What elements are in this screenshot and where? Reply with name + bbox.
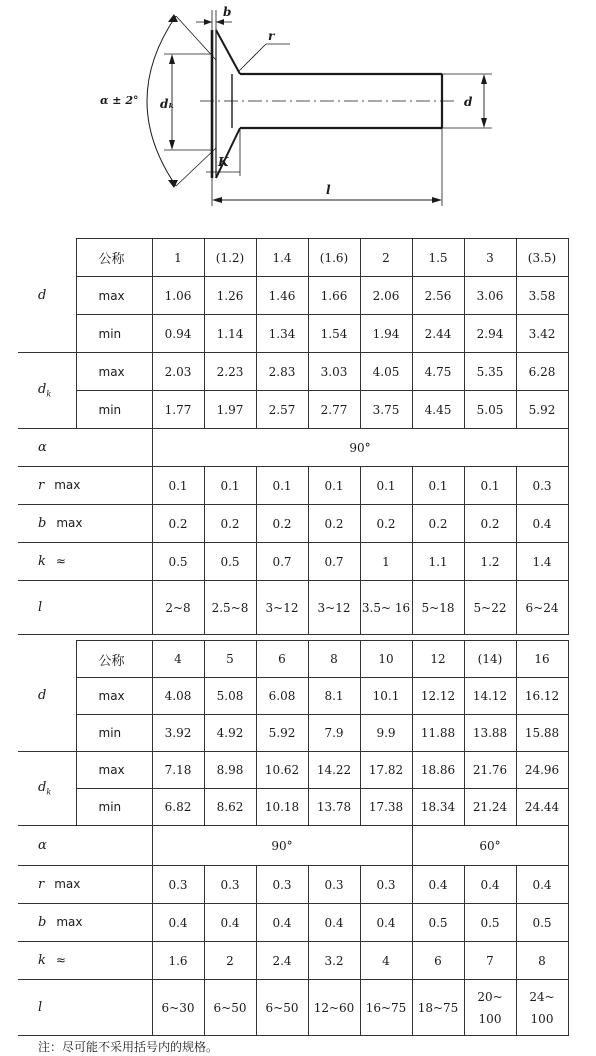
- r-max-value: 0.3: [256, 866, 308, 904]
- k-symbol: k: [38, 554, 46, 569]
- table-row: [18, 467, 568, 505]
- d-min-value: 9.9: [360, 715, 412, 752]
- b-max-value: 0.2: [204, 505, 256, 543]
- nominal-label: 公称: [76, 641, 152, 678]
- tolerance-label: min: [76, 789, 152, 826]
- d-max-value: 8.1: [308, 678, 360, 715]
- dk-max-value: 14.22: [308, 752, 360, 789]
- dk-min-value: 5.05: [464, 391, 516, 429]
- b-max-value: 0.4: [152, 904, 204, 942]
- dk-min-value: 4.45: [412, 391, 464, 429]
- spec-table-2: [18, 640, 569, 1036]
- r-max-value: 0.1: [360, 467, 412, 505]
- r-max-value: 0.1: [152, 467, 204, 505]
- table-row: [18, 277, 568, 315]
- k-value: 0.5: [152, 543, 204, 581]
- k-value: 7: [464, 942, 516, 980]
- dk-min-value: 21.24: [464, 789, 516, 826]
- dk-max-value: 5.35: [464, 353, 516, 391]
- r-max-qualifier: max: [54, 478, 81, 492]
- dk-row-label: [18, 353, 76, 429]
- r-max-value: 0.4: [412, 866, 464, 904]
- k-value: 1.6: [152, 942, 204, 980]
- dk-max-value: 17.82: [360, 752, 412, 789]
- alpha-label: α ± 2°: [100, 94, 139, 107]
- l-value: 12~60: [308, 980, 360, 1036]
- k-symbol: k: [38, 953, 46, 968]
- b-max-value: 0.5: [412, 904, 464, 942]
- d-row-label: d: [18, 239, 76, 353]
- d-max-value: 2.56: [412, 277, 464, 315]
- rivet-drawing: [0, 0, 596, 226]
- d-min-value: 4.92: [204, 715, 256, 752]
- table-row: [18, 391, 568, 429]
- k-value: 8: [516, 942, 568, 980]
- l-value: 18~75: [412, 980, 464, 1036]
- l-value: 5~18: [412, 581, 464, 635]
- nominal-value: 6: [256, 641, 308, 678]
- table-row: [18, 641, 568, 678]
- nominal-value: (1.6): [308, 239, 360, 277]
- nominal-value: 10: [360, 641, 412, 678]
- nominal-value: 1.4: [256, 239, 308, 277]
- tolerance-label: max: [76, 752, 152, 789]
- dk-symbol: d: [38, 780, 47, 796]
- table-row: [18, 239, 568, 277]
- d-min-value: 13.88: [464, 715, 516, 752]
- table-row: [18, 429, 568, 467]
- k-label: K: [218, 155, 229, 169]
- b-max-qualifier: max: [56, 915, 83, 929]
- d-min-value: 1.34: [256, 315, 308, 353]
- nominal-value: (3.5): [516, 239, 568, 277]
- d-min-value: 5.92: [256, 715, 308, 752]
- l-value: 24~ 100: [516, 980, 568, 1036]
- k-value: 1: [360, 543, 412, 581]
- d-max-value: 1.46: [256, 277, 308, 315]
- alpha-row-label: α: [18, 826, 152, 866]
- l-value: 3~12: [256, 581, 308, 635]
- r-max-symbol: r: [38, 478, 45, 493]
- dk-max-value: 2.83: [256, 353, 308, 391]
- alpha-value: 90°: [152, 429, 568, 467]
- k-value: 2.4: [256, 942, 308, 980]
- dk-max-value: 8.98: [204, 752, 256, 789]
- k-value: 0.5: [204, 543, 256, 581]
- d-max-value: 14.12: [464, 678, 516, 715]
- table-row: [18, 581, 568, 635]
- r-max-value: 0.4: [464, 866, 516, 904]
- b-max-qualifier: max: [56, 516, 83, 530]
- table-row: [18, 752, 568, 789]
- dk-row-label: [18, 752, 76, 826]
- dk-min-value: 10.18: [256, 789, 308, 826]
- tolerance-label: max: [76, 353, 152, 391]
- k-qualifier: ≈: [55, 953, 66, 967]
- d-min-value: 7.9: [308, 715, 360, 752]
- k-value: 1.2: [464, 543, 516, 581]
- r-max-value: 0.1: [412, 467, 464, 505]
- d-max-value: 1.06: [152, 277, 204, 315]
- k-row-label: [18, 942, 152, 980]
- d-max-value: 12.12: [412, 678, 464, 715]
- tolerance-label: min: [76, 391, 152, 429]
- b-max-value: 0.4: [256, 904, 308, 942]
- r-max-value: 0.3: [360, 866, 412, 904]
- k-value: 4: [360, 942, 412, 980]
- b-max-value: 0.4: [516, 505, 568, 543]
- nominal-value: 4: [152, 641, 204, 678]
- b-max-value: 0.4: [204, 904, 256, 942]
- dk-max-value: 2.03: [152, 353, 204, 391]
- spec-table-1: [18, 238, 569, 635]
- dk-min-value: 6.82: [152, 789, 204, 826]
- b-max-value: 0.4: [360, 904, 412, 942]
- dk-subscript: k: [46, 389, 52, 399]
- d-min-value: 2.94: [464, 315, 516, 353]
- table-row: [18, 826, 568, 866]
- l-label: l: [326, 183, 331, 197]
- d-max-value: 16.12: [516, 678, 568, 715]
- r-max-value: 0.3: [308, 866, 360, 904]
- nominal-value: 1.5: [412, 239, 464, 277]
- k-value: 2: [204, 942, 256, 980]
- alpha-value: 60°: [412, 826, 568, 866]
- k-value: 0.7: [308, 543, 360, 581]
- r-max-value: 0.3: [516, 467, 568, 505]
- dk-subscript: k: [46, 787, 52, 797]
- table-row: [18, 543, 568, 581]
- l-row-label: [18, 980, 152, 1036]
- d-min-value: 1.54: [308, 315, 360, 353]
- r-max-row-label: [18, 467, 152, 505]
- d-max-value: 2.06: [360, 277, 412, 315]
- l-value: 6~50: [256, 980, 308, 1036]
- table-row: [18, 904, 568, 942]
- b-max-row-label: [18, 505, 152, 543]
- b-max-value: 0.2: [308, 505, 360, 543]
- nominal-value: (1.2): [204, 239, 256, 277]
- d-max-value: 3.06: [464, 277, 516, 315]
- d-min-value: 3.42: [516, 315, 568, 353]
- dk-max-value: 21.76: [464, 752, 516, 789]
- d-min-value: 1.94: [360, 315, 412, 353]
- alpha-value: 90°: [152, 826, 412, 866]
- d-min-value: 15.88: [516, 715, 568, 752]
- k-qualifier: ≈: [55, 554, 66, 568]
- nominal-value: 16: [516, 641, 568, 678]
- r-max-value: 0.1: [256, 467, 308, 505]
- b-max-value: 0.2: [152, 505, 204, 543]
- b-max-row-label: [18, 904, 152, 942]
- r-max-value: 0.1: [204, 467, 256, 505]
- nominal-value: 5: [204, 641, 256, 678]
- k-value: 0.7: [256, 543, 308, 581]
- nominal-value: 12: [412, 641, 464, 678]
- l-value: 2.5~8: [204, 581, 256, 635]
- table-row: [18, 678, 568, 715]
- d-max-value: 5.08: [204, 678, 256, 715]
- k-row-label: [18, 543, 152, 581]
- dk-min-value: 1.77: [152, 391, 204, 429]
- l-value: 3.5~ 16: [360, 581, 412, 635]
- table-row: [18, 789, 568, 826]
- d-row-label: d: [18, 641, 76, 752]
- alpha-row-label: α: [18, 429, 152, 467]
- d-min-value: 0.94: [152, 315, 204, 353]
- table-row: [18, 942, 568, 980]
- table-row: [18, 353, 568, 391]
- d-min-value: 1.14: [204, 315, 256, 353]
- d-min-value: 2.44: [412, 315, 464, 353]
- tolerance-label: min: [76, 315, 152, 353]
- dk-min-value: 8.62: [204, 789, 256, 826]
- l-value: 16~75: [360, 980, 412, 1036]
- dk-min-value: 17.38: [360, 789, 412, 826]
- dk-min-value: 1.97: [204, 391, 256, 429]
- nominal-value: (14): [464, 641, 516, 678]
- d-max-value: 3.58: [516, 277, 568, 315]
- table-row: [18, 505, 568, 543]
- k-value: 1.4: [516, 543, 568, 581]
- dk-max-value: 18.86: [412, 752, 464, 789]
- table2-body: [18, 641, 568, 1036]
- b-max-value: 0.5: [464, 904, 516, 942]
- dk-max-value: 24.96: [516, 752, 568, 789]
- k-value: 6: [412, 942, 464, 980]
- nominal-value: 1: [152, 239, 204, 277]
- dk-min-value: 13.78: [308, 789, 360, 826]
- b-max-value: 0.2: [256, 505, 308, 543]
- l-value: 5~22: [464, 581, 516, 635]
- nominal-value: 8: [308, 641, 360, 678]
- d-max-value: 6.08: [256, 678, 308, 715]
- l-value: 2~8: [152, 581, 204, 635]
- dk-max-value: 4.75: [412, 353, 464, 391]
- dk-min-value: 3.75: [360, 391, 412, 429]
- r-max-value: 0.3: [204, 866, 256, 904]
- nominal-value: 3: [464, 239, 516, 277]
- d-max-value: 1.66: [308, 277, 360, 315]
- l-value: 3~12: [308, 581, 360, 635]
- table-row: [18, 715, 568, 752]
- table-row: [18, 980, 568, 1036]
- table-row: [18, 866, 568, 904]
- dk-max-value: 7.18: [152, 752, 204, 789]
- tolerance-label: max: [76, 678, 152, 715]
- countersunk-rivet-diagram: [0, 0, 596, 226]
- dk-max-value: 6.28: [516, 353, 568, 391]
- r-max-qualifier: max: [54, 877, 81, 891]
- tolerance-label: max: [76, 277, 152, 315]
- b-max-value: 0.2: [360, 505, 412, 543]
- l-value: 6~24: [516, 581, 568, 635]
- b-label: b: [223, 5, 232, 19]
- d-min-value: 11.88: [412, 715, 464, 752]
- dk-max-value: 4.05: [360, 353, 412, 391]
- r-max-value: 0.3: [152, 866, 204, 904]
- l-symbol: l: [38, 600, 43, 615]
- b-max-value: 0.4: [308, 904, 360, 942]
- dk-max-value: 3.03: [308, 353, 360, 391]
- table-row: [18, 315, 568, 353]
- dk-min-value: 24.44: [516, 789, 568, 826]
- dk-min-value: 2.57: [256, 391, 308, 429]
- l-symbol: l: [38, 1000, 43, 1015]
- dk-min-value: 2.77: [308, 391, 360, 429]
- footnote: 注：尽可能不采用括号内的规格。: [38, 1040, 219, 1054]
- l-value: 6~30: [152, 980, 204, 1036]
- k-value: 1.1: [412, 543, 464, 581]
- d-max-value: 10.1: [360, 678, 412, 715]
- b-max-symbol: b: [38, 516, 47, 531]
- l-value: 6~50: [204, 980, 256, 1036]
- b-max-value: 0.2: [412, 505, 464, 543]
- nominal-value: 2: [360, 239, 412, 277]
- r-max-value: 0.1: [308, 467, 360, 505]
- r-label: r: [268, 29, 275, 43]
- d-max-value: 1.26: [204, 277, 256, 315]
- d-max-value: 4.08: [152, 678, 204, 715]
- b-max-value: 0.5: [516, 904, 568, 942]
- dk-max-value: 2.23: [204, 353, 256, 391]
- dk-symbol: d: [38, 382, 47, 398]
- b-max-symbol: b: [38, 915, 47, 930]
- dk-label: dₖ: [160, 97, 175, 111]
- table1-body: [18, 239, 568, 635]
- k-value: 3.2: [308, 942, 360, 980]
- l-row-label: [18, 581, 152, 635]
- r-max-row-label: [18, 866, 152, 904]
- l-value: 20~ 100: [464, 980, 516, 1036]
- b-max-value: 0.2: [464, 505, 516, 543]
- r-max-value: 0.1: [464, 467, 516, 505]
- r-max-symbol: r: [38, 877, 45, 892]
- dk-min-value: 5.92: [516, 391, 568, 429]
- dk-min-value: 18.34: [412, 789, 464, 826]
- d-label: d: [464, 95, 473, 109]
- r-max-value: 0.4: [516, 866, 568, 904]
- dk-max-value: 10.62: [256, 752, 308, 789]
- nominal-label: 公称: [76, 239, 152, 277]
- tolerance-label: min: [76, 715, 152, 752]
- d-min-value: 3.92: [152, 715, 204, 752]
